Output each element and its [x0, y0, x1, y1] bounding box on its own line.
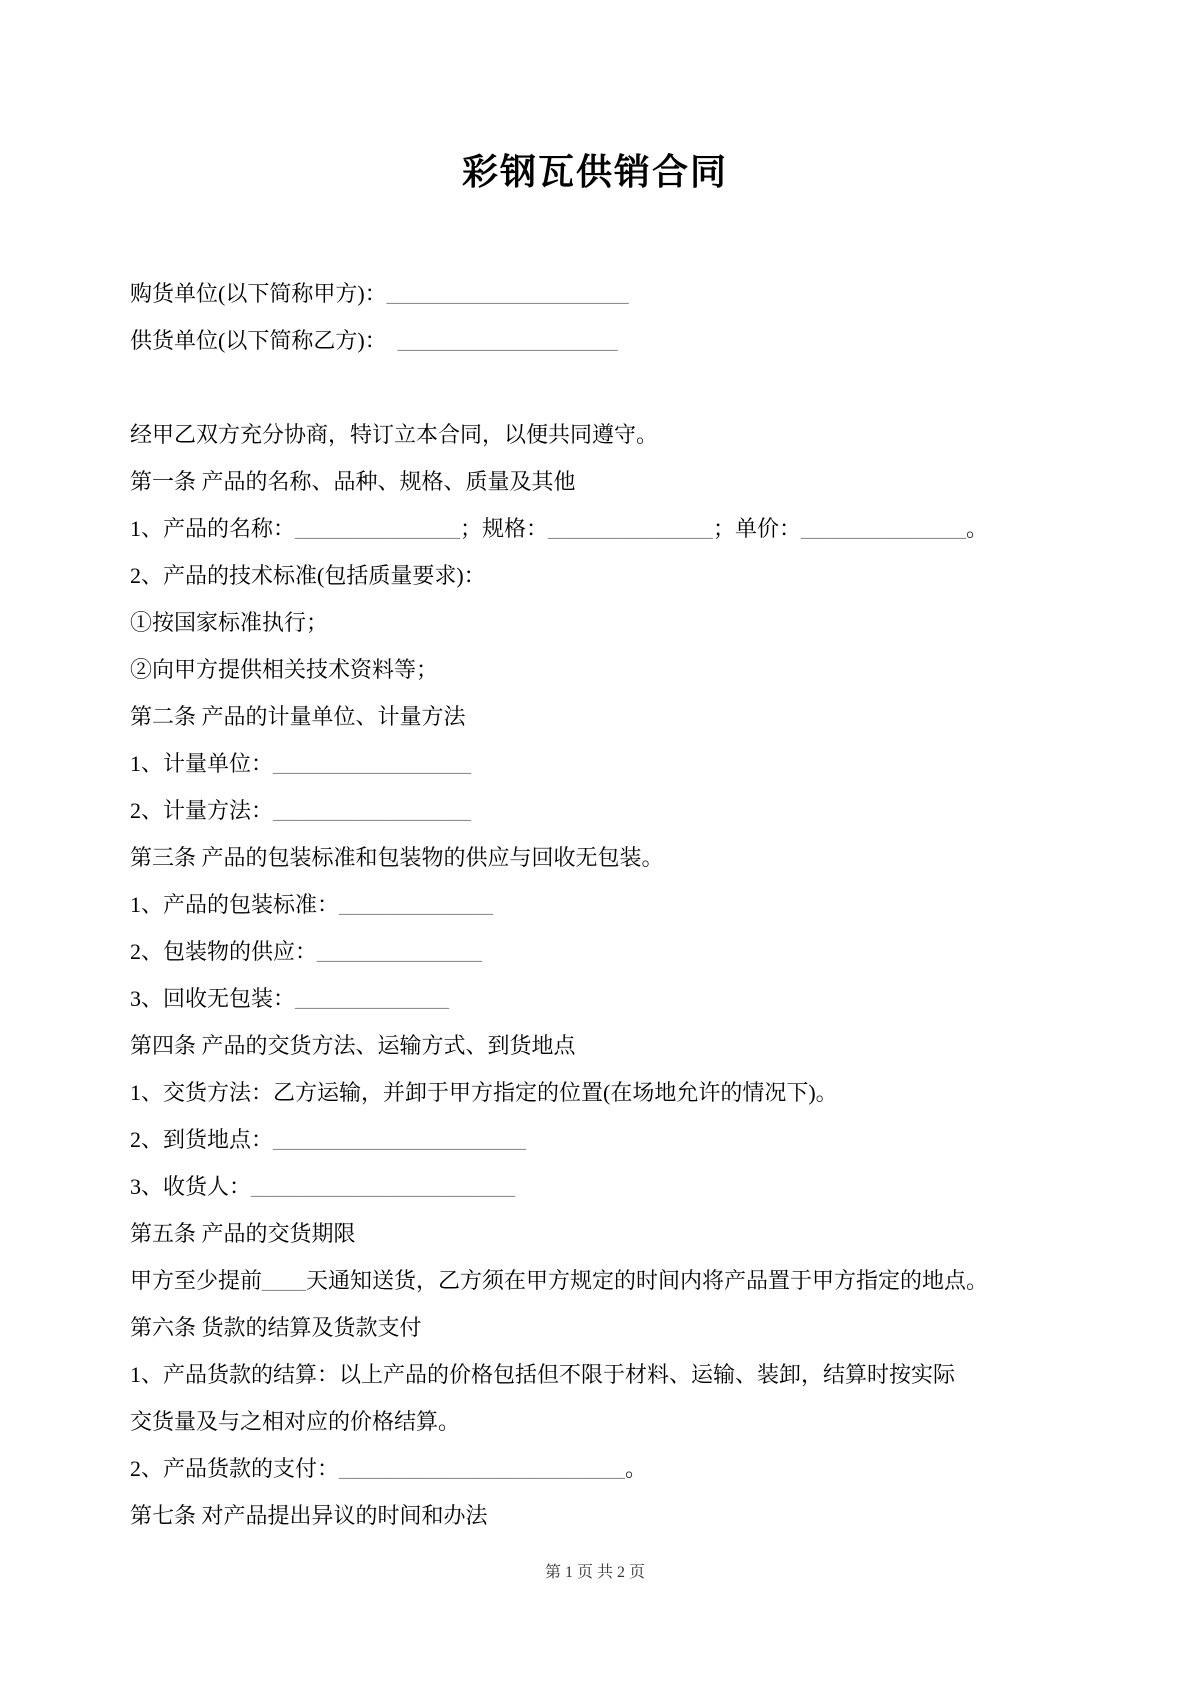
clause-4-item-3 [130, 1163, 1062, 1210]
blank-field: __________________ [273, 798, 472, 823]
text-run: 第二条 产品的计量单位、计量方法 [130, 704, 466, 729]
blank-field: _______________ [295, 516, 461, 541]
text-run: 1、计量单位： [130, 751, 274, 776]
blank-field: _______________ [317, 939, 483, 964]
clause-3-item-3 [130, 975, 1062, 1022]
document-body [0, 270, 1190, 1539]
text-run: ；单价： [713, 516, 802, 541]
blank-field: ____________________ [397, 328, 618, 353]
text-run: ；规格： [460, 516, 549, 541]
page-footer [0, 1556, 1190, 1590]
blank-field: _______________ [801, 516, 967, 541]
text-run: 2、产品货款的支付： [130, 1456, 340, 1481]
clause-5-heading [130, 1210, 1062, 1257]
text-run: 3、收货人： [130, 1174, 252, 1199]
text-run: 1、产品的名称： [130, 516, 296, 541]
blank-field: __________________ [273, 751, 472, 776]
text-run: 天通知送货，乙方须在甲方规定的时间内将产品置于甲方指定的地点。 [306, 1268, 989, 1293]
blank-field: ____ [262, 1268, 307, 1293]
clause-1-item-2 [130, 552, 1062, 599]
clause-6-item-1-line-2 [130, 1398, 1062, 1445]
text-run: 1、产品的包装标准： [130, 892, 340, 917]
clause-2-item-2 [130, 787, 1062, 834]
text-run: 第六条 货款的结算及货款支付 [130, 1315, 422, 1340]
document-title: 彩钢瓦供销合同 [461, 152, 728, 192]
clause-4-heading [130, 1022, 1062, 1069]
text-run: 经甲乙双方充分协商，特订立本合同，以便共同遵守。 [130, 422, 659, 447]
page-number-label: 第 1 页 共 2 页 [544, 1564, 645, 1581]
blank-field: __________________________ [339, 1456, 626, 1481]
text-run: 。 [966, 516, 989, 541]
clause-1-item-1 [130, 505, 1062, 552]
text-run: 第一条 产品的名称、品种、规格、质量及其他 [130, 469, 576, 494]
seller-unit-line [130, 317, 1062, 364]
text-run: 第七条 对产品提出异议的时间和办法 [130, 1503, 488, 1528]
clause-2-item-1 [130, 740, 1062, 787]
text-run: 2、产品的技术标准(包括质量要求)： [130, 563, 486, 588]
clause-2-heading [130, 693, 1062, 740]
blank-field: ______________________ [386, 281, 629, 306]
text-run: 第四条 产品的交货方法、运输方式、到货地点 [130, 1033, 576, 1058]
text-run: 第五条 产品的交货期限 [130, 1221, 356, 1246]
clause-1-item-2-sub-2 [130, 646, 1062, 693]
text-run: ②向甲方提供相关技术资料等； [130, 657, 439, 682]
clause-3-heading [130, 834, 1062, 881]
spacer-line [130, 364, 1062, 411]
text-run: 购货单位(以下简称甲方)： [130, 281, 387, 306]
text-run: 3、回收无包装： [130, 986, 296, 1011]
clause-4-item-1 [130, 1069, 1062, 1116]
blank-field: ______________ [339, 892, 494, 917]
clause-7-heading [130, 1492, 1062, 1539]
blank-field: _______________________ [273, 1127, 527, 1152]
clause-5-body [130, 1257, 1062, 1304]
clause-6-heading [130, 1304, 1062, 1351]
clause-1-heading [130, 458, 1062, 505]
text-run: 第三条 产品的包装标准和包装物的供应与回收无包装。 [130, 845, 664, 870]
preamble [130, 411, 1062, 458]
clause-4-item-2 [130, 1116, 1062, 1163]
text-run: ①按国家标准执行； [130, 610, 329, 635]
text-run: 1、交货方法：乙方运输，并卸于甲方指定的位置(在场地允许的情况下)。 [130, 1080, 838, 1105]
clause-6-item-2 [130, 1445, 1062, 1492]
blank-field: ______________ [295, 986, 450, 1011]
text-run: 供货单位(以下简称乙方)： [130, 328, 398, 353]
clause-3-item-1 [130, 881, 1062, 928]
clause-6-item-1-line-1 [130, 1351, 1062, 1398]
text-run: 2、计量方法： [130, 798, 274, 823]
blank-field: ________________________ [251, 1174, 516, 1199]
text-run: 1、产品货款的结算：以上产品的价格包括但不限于材料、运输、装卸，结算时按实际 [130, 1362, 956, 1387]
clause-1-item-2-sub-1 [130, 599, 1062, 646]
buyer-unit-line [130, 270, 1062, 317]
text-run: 。 [625, 1456, 648, 1481]
blank-field: _______________ [548, 516, 714, 541]
text-run: 甲方至少提前 [130, 1268, 263, 1293]
text-run: 2、包装物的供应： [130, 939, 318, 964]
clause-3-item-2 [130, 928, 1062, 975]
text-run: 交货量及与之相对应的价格结算。 [130, 1409, 461, 1434]
text-run: 2、到货地点： [130, 1127, 274, 1152]
